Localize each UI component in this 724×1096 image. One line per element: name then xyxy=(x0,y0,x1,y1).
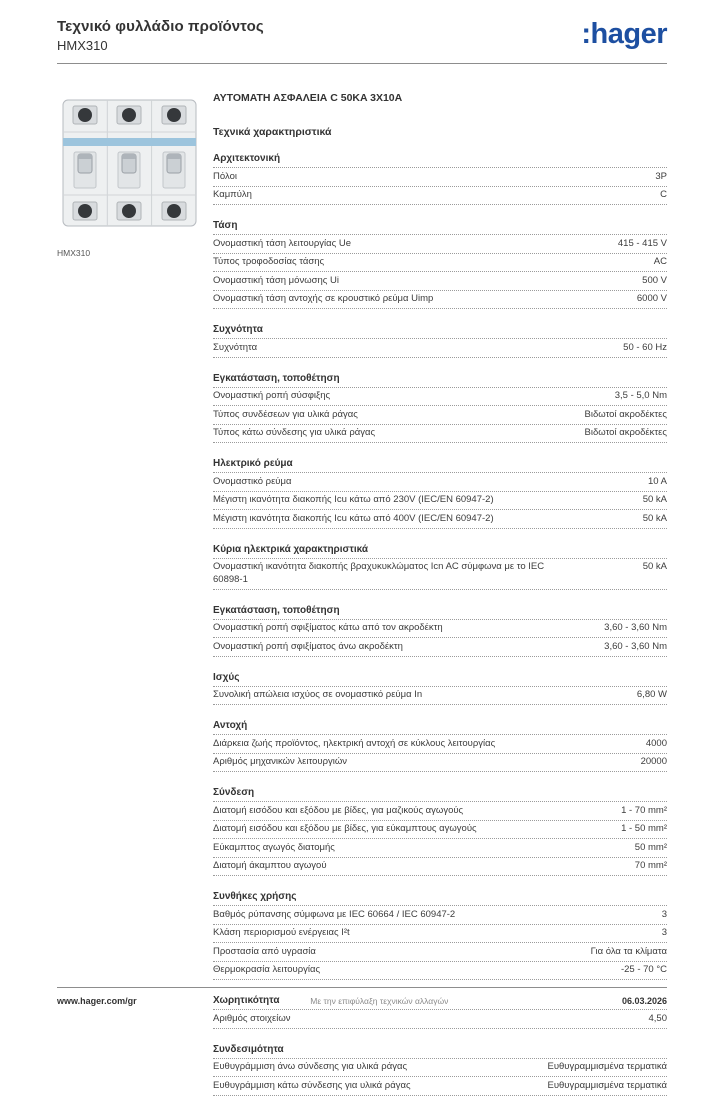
spec-row xyxy=(213,943,667,962)
spec-label: Αριθμός στοιχείων xyxy=(213,1012,291,1024)
spec-value: 3 xyxy=(661,908,667,920)
spec-row xyxy=(213,510,667,529)
spec-value: 1 - 50 mm² xyxy=(621,823,667,834)
spec-section xyxy=(213,371,667,444)
spec-row xyxy=(213,754,667,773)
footer-date: 06.03.2026 xyxy=(621,996,667,1006)
section-title: Συνδεσιμότητα xyxy=(213,1042,667,1059)
spec-value: 1 - 70 mm² xyxy=(621,804,667,816)
spec-value: Βιδωτοί ακροδέκτες xyxy=(584,408,667,420)
circuit-breaker-illustration xyxy=(57,92,202,237)
section-title: Αντοχή xyxy=(213,718,667,735)
section-title: Τάση xyxy=(213,218,667,235)
spec-column xyxy=(213,92,667,1096)
content xyxy=(0,64,724,1096)
spec-label: Συνολική απώλεια ισχύος σε ονομαστικό ρεύμα In xyxy=(213,689,423,700)
spec-value: 20000 xyxy=(640,756,667,767)
section-rows xyxy=(213,735,667,772)
spec-value: AC xyxy=(653,256,667,267)
spec-label: Ονομαστική τάση μόνωσης Ui xyxy=(213,274,339,286)
spec-row xyxy=(213,962,667,981)
spec-value: C xyxy=(660,189,667,200)
footer-website-link[interactable]: www.hager.com/gr xyxy=(57,996,137,1006)
spec-label: Βαθμός ρύπανσης σύμφωνα με IEC 60664 / IEC 60947-2 xyxy=(213,908,456,920)
spec-section xyxy=(213,670,667,706)
spec-row xyxy=(213,620,667,639)
section-title: Αρχιτεκτονική xyxy=(213,151,667,168)
section-title: Εγκατάσταση, τοποθέτηση xyxy=(213,603,667,620)
spec-value: 500 V xyxy=(642,274,667,286)
product-code: HMX310 xyxy=(57,38,108,53)
spec-row xyxy=(213,1059,667,1078)
section-rows xyxy=(213,1059,667,1096)
spec-value: 3,5 - 5,0 Nm xyxy=(614,390,667,401)
section-title: Συνθήκες χρήσης xyxy=(213,889,667,906)
spec-value: 50 mm² xyxy=(634,841,667,853)
spec-row xyxy=(213,406,667,425)
spec-row xyxy=(213,272,667,291)
spec-section xyxy=(213,603,667,657)
spec-row xyxy=(213,735,667,754)
spec-row xyxy=(213,388,667,407)
spec-label: Προστασία από υγρασία xyxy=(213,945,316,957)
hager-logo: :hager xyxy=(581,18,667,50)
section-rows xyxy=(213,235,667,309)
spec-value: 415 - 415 V xyxy=(617,237,667,249)
spec-label: Τύπος συνδέσεων για υλικά ράγας xyxy=(213,408,358,420)
spec-label: Ονομαστικό ρεύμα xyxy=(213,475,292,487)
spec-section xyxy=(213,1042,667,1096)
spec-label: Διατομή εισόδου και εξόδου με βίδες, για μαζικούς αγωγούς xyxy=(213,804,464,816)
page-title: Τεχνικό φυλλάδιο προϊόντος xyxy=(57,18,264,35)
spec-label: Πόλοι xyxy=(213,170,237,182)
spec-section xyxy=(213,456,667,529)
spec-row xyxy=(213,425,667,444)
section-rows xyxy=(213,802,667,876)
section-title: Χωρητικότητα xyxy=(213,993,667,1010)
section-rows xyxy=(213,906,667,980)
spec-label: Ευθυγράμμιση κάτω σύνδεσης για υλικά ράγας xyxy=(213,1079,411,1091)
spec-value: -25 - 70 °C xyxy=(620,964,667,975)
spec-row xyxy=(213,291,667,310)
spec-value: Για όλα τα κλίματα xyxy=(590,945,667,957)
spec-value: Ευθυγραμμισμένα τερματικά xyxy=(547,1061,667,1072)
spec-row xyxy=(213,168,667,187)
section-title: Ισχύς xyxy=(213,670,667,687)
spec-row xyxy=(213,802,667,821)
product-image-caption: HMX310 xyxy=(57,248,91,258)
spec-row xyxy=(213,559,667,590)
spec-row xyxy=(213,687,667,706)
spec-row xyxy=(213,187,667,206)
spec-label: Αριθμός μηχανικών λειτουργιών xyxy=(213,756,348,767)
spec-value: 3,60 - 3,60 Nm xyxy=(604,622,667,633)
section-rows xyxy=(213,388,667,444)
spec-label: Τύπος κάτω σύνδεσης για υλικά ράγας xyxy=(213,427,376,438)
section-title: Σύνδεση xyxy=(213,785,667,802)
spec-row xyxy=(213,473,667,492)
footer-disclaimer: Με την επιφύλαξη τεχνικών αλλαγών xyxy=(310,996,449,1006)
spec-row xyxy=(213,638,667,657)
spec-row xyxy=(213,906,667,925)
section-rows xyxy=(213,1010,667,1029)
spec-label: Θερμοκρασία λειτουργίας xyxy=(213,964,321,975)
spec-label: Εύκαμπτος αγωγός διατομής xyxy=(213,841,335,853)
product-name: ΑΥΤΟΜΑΤΗ ΑΣΦΑΛΕΙΑ C 50KA 3X10A xyxy=(213,92,403,104)
spec-section xyxy=(213,218,667,309)
spec-section xyxy=(213,322,667,358)
spec-section xyxy=(213,542,667,590)
section-title: Συχνότητα xyxy=(213,322,667,339)
spec-row xyxy=(213,1077,667,1096)
spec-label: Μέγιστη ικανότητα διακοπής Icu κάτω από 400V (IEC/EN 60947-2) xyxy=(213,512,494,524)
spec-value: 3P xyxy=(655,170,667,182)
spec-label: Τύπος τροφοδοσίας τάσης xyxy=(213,256,325,267)
spec-row xyxy=(213,821,667,840)
spec-value: Βιδωτοί ακροδέκτες xyxy=(584,427,667,438)
spec-value: 6000 V xyxy=(636,293,667,304)
spec-value: 10 A xyxy=(647,475,667,487)
spec-value: 3 xyxy=(661,927,667,938)
spec-label: Ονομαστική ικανότητα διακοπής βραχυκυκλώματος Icn AC σύμφωνα με το IEC 60898-1 xyxy=(213,561,545,585)
spec-section xyxy=(213,889,667,980)
spec-label: Μέγιστη ικανότητα διακοπής Icu κάτω από 230V (IEC/EN 60947-2) xyxy=(213,494,494,505)
spec-label: Ονομαστική ροπή σφιξίματος άνω ακροδέκτη xyxy=(213,640,403,652)
spec-label: Συχνότητα xyxy=(213,341,258,353)
spec-label: Ονομαστική τάση αντοχής σε κρουστικό ρεύμα Uimp xyxy=(213,293,434,304)
spec-row xyxy=(213,925,667,944)
spec-sections xyxy=(213,151,667,1096)
spec-section xyxy=(213,718,667,772)
spec-row xyxy=(213,254,667,273)
spec-label: Διατομή εισόδου και εξόδου με βίδες, για εύκαμπτους αγωγούς xyxy=(213,823,477,834)
spec-label: Καμπύλη xyxy=(213,189,252,200)
section-title: Κύρια ηλεκτρικά χαρακτηριστικά xyxy=(213,542,667,559)
spec-value: 4,50 xyxy=(648,1012,667,1024)
section-rows xyxy=(213,687,667,706)
spec-value: Ευθυγραμμισμένα τερματικά xyxy=(547,1079,667,1091)
section-rows xyxy=(213,473,667,529)
spec-label: Διατομή άκαμπτου αγωγού xyxy=(213,860,327,871)
spec-label: Ονομαστική ροπή σύσφιξης xyxy=(213,390,331,401)
tech-characteristics-title: Τεχνικά χαρακτηριστικά xyxy=(213,126,332,138)
product-image-column xyxy=(57,92,213,1096)
section-rows xyxy=(213,559,667,590)
spec-row xyxy=(213,1010,667,1029)
footer-row xyxy=(57,996,667,1006)
spec-row xyxy=(213,339,667,358)
section-title: Ηλεκτρικό ρεύμα xyxy=(213,456,667,473)
spec-label: Ονομαστική ροπή σφιξίματος κάτω από τον ακροδέκτη xyxy=(213,622,443,633)
header xyxy=(0,0,724,53)
spec-value: 6,80 W xyxy=(636,689,667,700)
spec-row xyxy=(213,235,667,254)
spec-value: 50 kA xyxy=(642,494,667,505)
spec-section xyxy=(213,151,667,205)
spec-value: 50 kA xyxy=(642,512,667,524)
spec-value: 50 kA xyxy=(642,561,667,572)
product-image xyxy=(57,92,202,242)
spec-row xyxy=(213,858,667,877)
section-rows xyxy=(213,339,667,358)
spec-label: Ονομαστική τάση λειτουργίας Ue xyxy=(213,237,351,249)
spec-row xyxy=(213,492,667,511)
spec-value: 50 - 60 Hz xyxy=(623,341,667,353)
section-rows xyxy=(213,620,667,657)
spec-label: Διάρκεια ζωής προϊόντος, ηλεκτρική αντοχή σε κύκλους λειτουργίας xyxy=(213,737,496,749)
section-rows xyxy=(213,168,667,205)
spec-value: 3,60 - 3,60 Nm xyxy=(604,640,667,652)
footer-divider xyxy=(57,987,667,988)
footer xyxy=(57,987,667,1006)
spec-value: 70 mm² xyxy=(634,860,667,871)
spec-label: Κλάση περιορισμού ενέργειας I²t xyxy=(213,927,350,938)
section-title: Εγκατάσταση, τοποθέτηση xyxy=(213,371,667,388)
spec-value: 4000 xyxy=(645,737,667,749)
header-titles xyxy=(57,18,264,53)
spec-row xyxy=(213,839,667,858)
spec-section xyxy=(213,785,667,876)
spec-label: Ευθυγράμμιση άνω σύνδεσης για υλικά ράγας xyxy=(213,1061,408,1072)
